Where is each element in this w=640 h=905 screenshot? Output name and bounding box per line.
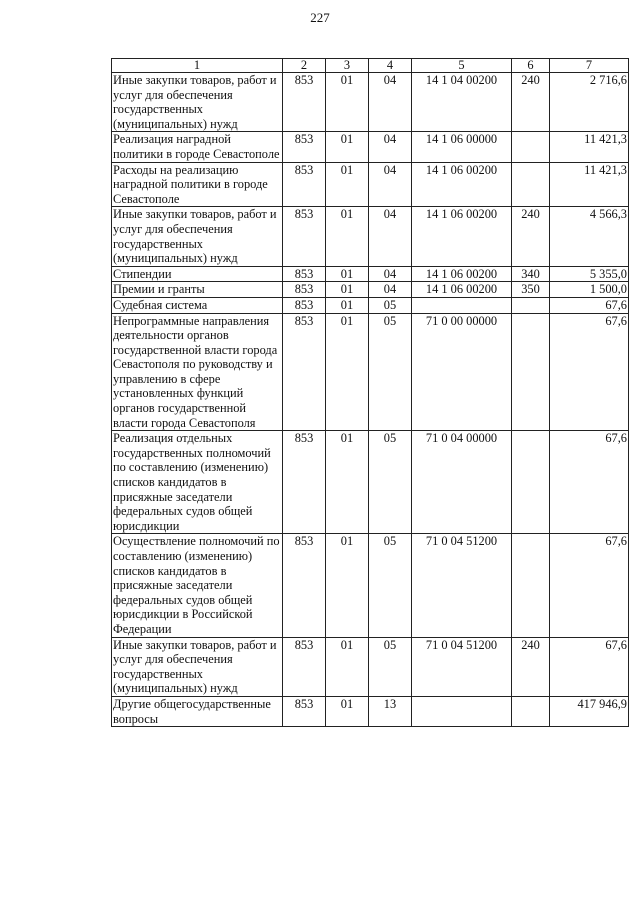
- table-row: [112, 534, 629, 637]
- row-csr: 71 0 04 51200: [412, 534, 512, 637]
- row-vr: 350: [512, 282, 550, 298]
- row-pr: 05: [369, 313, 412, 431]
- table-row: [112, 162, 629, 207]
- row-pr: 04: [369, 132, 412, 162]
- row-name: Иные закупки товаров, работ и услуг для обеспечения государственных (муниципальных) нужд: [112, 73, 283, 132]
- row-name: Судебная система: [112, 297, 283, 313]
- row-pr: 13: [369, 696, 412, 726]
- row-csr: 14 1 06 00200: [412, 282, 512, 298]
- row-pr: 04: [369, 162, 412, 207]
- row-vr: [512, 696, 550, 726]
- row-csr: 14 1 06 00200: [412, 162, 512, 207]
- row-sum: 67,6: [550, 297, 629, 313]
- row-name: Расходы на реализацию наградной политики в городе Севастополе: [112, 162, 283, 207]
- row-gr: 853: [283, 162, 326, 207]
- column-header: 6: [512, 59, 550, 73]
- row-rz: 01: [326, 534, 369, 637]
- row-rz: 01: [326, 313, 369, 431]
- row-csr: 14 1 06 00200: [412, 266, 512, 282]
- row-rz: 01: [326, 266, 369, 282]
- row-csr: 71 0 04 51200: [412, 637, 512, 696]
- row-vr: [512, 297, 550, 313]
- row-name: Осуществление полномочий по составлению (изменению) списков кандидатов в присяжные заседатели федеральных судов общей юрисдикции в Российской Федерации: [112, 534, 283, 637]
- table-row: [112, 282, 629, 298]
- table-row: [112, 297, 629, 313]
- table-row: [112, 431, 629, 534]
- row-gr: 853: [283, 282, 326, 298]
- row-vr: 340: [512, 266, 550, 282]
- row-name: Иные закупки товаров, работ и услуг для обеспечения государственных (муниципальных) нужд: [112, 637, 283, 696]
- row-name: Другие общегосударственные вопросы: [112, 696, 283, 726]
- row-pr: 04: [369, 207, 412, 266]
- row-sum: 67,6: [550, 313, 629, 431]
- table-row: [112, 266, 629, 282]
- row-gr: 853: [283, 73, 326, 132]
- row-gr: 853: [283, 132, 326, 162]
- table-row: [112, 132, 629, 162]
- row-vr: [512, 313, 550, 431]
- row-rz: 01: [326, 696, 369, 726]
- row-pr: 04: [369, 282, 412, 298]
- row-name: Стипендии: [112, 266, 283, 282]
- column-header: 7: [550, 59, 629, 73]
- row-sum: 11 421,3: [550, 132, 629, 162]
- row-sum: 67,6: [550, 534, 629, 637]
- row-pr: 05: [369, 297, 412, 313]
- row-sum: 1 500,0: [550, 282, 629, 298]
- table-row: [112, 637, 629, 696]
- row-rz: 01: [326, 282, 369, 298]
- table-row: [112, 73, 629, 132]
- row-csr: 71 0 00 00000: [412, 313, 512, 431]
- row-vr: 240: [512, 73, 550, 132]
- row-rz: 01: [326, 207, 369, 266]
- row-vr: [512, 162, 550, 207]
- row-sum: 417 946,9: [550, 696, 629, 726]
- row-name: Реализация наградной политики в городе Севастополе: [112, 132, 283, 162]
- row-gr: 853: [283, 534, 326, 637]
- column-header: 2: [283, 59, 326, 73]
- row-csr: 14 1 06 00000: [412, 132, 512, 162]
- table-row: [112, 313, 629, 431]
- budget-table: [111, 58, 629, 727]
- row-gr: 853: [283, 313, 326, 431]
- row-sum: 67,6: [550, 637, 629, 696]
- row-csr: 14 1 04 00200: [412, 73, 512, 132]
- row-csr: [412, 297, 512, 313]
- row-rz: 01: [326, 297, 369, 313]
- row-sum: 5 355,0: [550, 266, 629, 282]
- row-vr: [512, 534, 550, 637]
- column-header: 3: [326, 59, 369, 73]
- row-name: Непрограммные направления деятельности органов государственной власти города Севастополя по руководству и управлению в сфере установленных функций органов государственной власти города Севастополя: [112, 313, 283, 431]
- row-name: Премии и гранты: [112, 282, 283, 298]
- row-rz: 01: [326, 637, 369, 696]
- row-gr: 853: [283, 297, 326, 313]
- row-gr: 853: [283, 207, 326, 266]
- row-csr: 14 1 06 00200: [412, 207, 512, 266]
- header-row: [112, 59, 629, 73]
- row-vr: [512, 431, 550, 534]
- row-rz: 01: [326, 73, 369, 132]
- row-rz: 01: [326, 132, 369, 162]
- row-sum: 2 716,6: [550, 73, 629, 132]
- row-rz: 01: [326, 162, 369, 207]
- row-vr: 240: [512, 637, 550, 696]
- column-header: 1: [112, 59, 283, 73]
- row-csr: [412, 696, 512, 726]
- row-vr: 240: [512, 207, 550, 266]
- row-gr: 853: [283, 696, 326, 726]
- row-name: Иные закупки товаров, работ и услуг для обеспечения государственных (муниципальных) нужд: [112, 207, 283, 266]
- table-row: [112, 696, 629, 726]
- row-pr: 04: [369, 73, 412, 132]
- row-vr: [512, 132, 550, 162]
- column-header: 5: [412, 59, 512, 73]
- row-pr: 05: [369, 431, 412, 534]
- row-gr: 853: [283, 637, 326, 696]
- row-sum: 67,6: [550, 431, 629, 534]
- row-pr: 05: [369, 637, 412, 696]
- row-name: Реализация отдельных государственных полномочий по составлению (изменению) списков кандидатов в присяжные заседатели федеральных судов общей юрисдикции: [112, 431, 283, 534]
- page-number: 227: [310, 10, 330, 25]
- table-row: [112, 207, 629, 266]
- row-pr: 05: [369, 534, 412, 637]
- row-sum: 4 566,3: [550, 207, 629, 266]
- row-rz: 01: [326, 431, 369, 534]
- row-gr: 853: [283, 431, 326, 534]
- row-csr: 71 0 04 00000: [412, 431, 512, 534]
- row-gr: 853: [283, 266, 326, 282]
- row-sum: 11 421,3: [550, 162, 629, 207]
- column-header: 4: [369, 59, 412, 73]
- row-pr: 04: [369, 266, 412, 282]
